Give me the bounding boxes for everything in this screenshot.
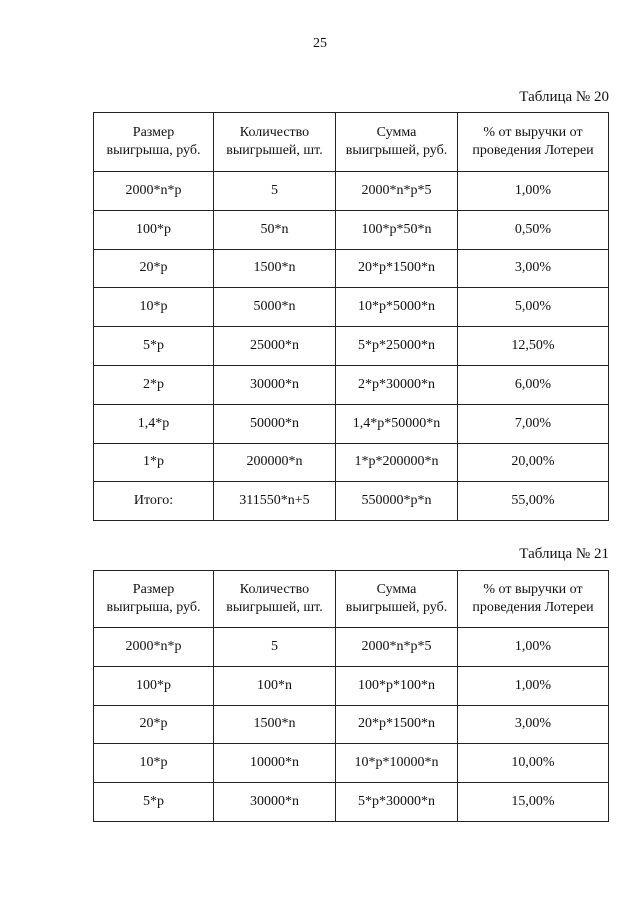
table-cell: 2000*n*p*5 xyxy=(336,628,458,667)
column-header xyxy=(214,113,336,172)
table-cell: 10*p*5000*n xyxy=(336,288,458,327)
table-cell: 5*p*25000*n xyxy=(336,327,458,366)
table-cell: 2000*n*p xyxy=(94,628,214,667)
table-cell: 100*p xyxy=(94,210,214,249)
table-cell: 1500*n xyxy=(214,705,336,744)
table-cell: 1*p xyxy=(94,443,214,482)
table-row xyxy=(94,744,609,783)
table-cell: 100*p*100*n xyxy=(336,666,458,705)
table-cell: 1,00% xyxy=(458,628,609,667)
table-row xyxy=(94,482,609,521)
column-header-line: выигрышей, руб. xyxy=(345,143,448,158)
table-cell: 5000*n xyxy=(214,288,336,327)
table-cell: 5*p xyxy=(94,783,214,822)
column-header xyxy=(458,113,609,172)
table-cell: 5*p xyxy=(94,327,214,366)
table-cell: 5,00% xyxy=(458,288,609,327)
table-cell: 5 xyxy=(214,172,336,211)
table-header-row xyxy=(94,571,609,628)
table-row xyxy=(94,404,609,443)
table-cell: 100*p xyxy=(94,666,214,705)
table-cell: 550000*p*n xyxy=(336,482,458,521)
column-header xyxy=(214,571,336,628)
table-cell: 100*p*50*n xyxy=(336,210,458,249)
table-cell: 50*n xyxy=(214,210,336,249)
table-cell: 25000*n xyxy=(214,327,336,366)
table-row xyxy=(94,288,609,327)
table-cell: 15,00% xyxy=(458,783,609,822)
column-header-line: Сумма xyxy=(376,125,417,140)
table-row xyxy=(94,249,609,288)
column-header-line: Сумма xyxy=(376,582,417,597)
table-cell: 1500*n xyxy=(214,249,336,288)
table-cell: 3,00% xyxy=(458,705,609,744)
table-row xyxy=(94,172,609,211)
table-cell: 5*p*30000*n xyxy=(336,783,458,822)
table-row xyxy=(94,783,609,822)
column-header-line: выигрыша, руб. xyxy=(106,143,201,158)
table-cell: 3,00% xyxy=(458,249,609,288)
table-20-caption: Таблица № 20 xyxy=(519,89,609,105)
table-cell: 10*p xyxy=(94,744,214,783)
table-cell: 5 xyxy=(214,628,336,667)
column-header-line: Размер xyxy=(132,125,175,140)
table-cell: 20*p xyxy=(94,705,214,744)
table-cell: 1,4*p*50000*n xyxy=(336,404,458,443)
table-row xyxy=(94,628,609,667)
table-cell: 10*p xyxy=(94,288,214,327)
table-cell: 2*p*30000*n xyxy=(336,365,458,404)
table-21-caption: Таблица № 21 xyxy=(519,546,609,562)
table-cell: 20*p xyxy=(94,249,214,288)
table-cell: 100*n xyxy=(214,666,336,705)
table-cell: 1,00% xyxy=(458,666,609,705)
table-cell: 10,00% xyxy=(458,744,609,783)
table-cell: 20,00% xyxy=(458,443,609,482)
column-header-line: выигрышей, руб. xyxy=(345,600,448,615)
table-cell: 6,00% xyxy=(458,365,609,404)
table-20 xyxy=(93,112,609,521)
column-header-line: Размер xyxy=(132,582,175,597)
table-cell: 20*p*1500*n xyxy=(336,249,458,288)
table-cell: 0,50% xyxy=(458,210,609,249)
table-row xyxy=(94,327,609,366)
table-cell: 2000*n*p*5 xyxy=(336,172,458,211)
table-cell: 7,00% xyxy=(458,404,609,443)
column-header xyxy=(336,113,458,172)
table-cell: 2000*n*p xyxy=(94,172,214,211)
table-cell: 50000*n xyxy=(214,404,336,443)
table-cell: 30000*n xyxy=(214,365,336,404)
table-cell: 10000*n xyxy=(214,744,336,783)
table-cell: 1,4*p xyxy=(94,404,214,443)
column-header xyxy=(94,571,214,628)
column-header-line: выигрыша, руб. xyxy=(106,600,201,615)
column-header xyxy=(94,113,214,172)
column-header-line: Количество xyxy=(239,125,310,140)
table-cell: 10*p*10000*n xyxy=(336,744,458,783)
table-row xyxy=(94,666,609,705)
table-row xyxy=(94,210,609,249)
table-cell: 1,00% xyxy=(458,172,609,211)
column-header-line: проведения Лотереи xyxy=(472,143,594,158)
column-header xyxy=(336,571,458,628)
table-cell: 20*p*1500*n xyxy=(336,705,458,744)
column-header-line: % от выручки от xyxy=(483,582,583,597)
table-cell: 30000*n xyxy=(214,783,336,822)
table-row xyxy=(94,365,609,404)
column-header-line: выигрышей, шт. xyxy=(226,143,323,158)
column-header xyxy=(458,571,609,628)
column-header-line: выигрышей, шт. xyxy=(226,600,323,615)
table-header-row xyxy=(94,113,609,172)
table-cell: Итого: xyxy=(94,482,214,521)
table-cell: 200000*n xyxy=(214,443,336,482)
table-cell: 12,50% xyxy=(458,327,609,366)
table-cell: 311550*n+5 xyxy=(214,482,336,521)
table-cell: 1*p*200000*n xyxy=(336,443,458,482)
page-number: 25 xyxy=(313,36,327,51)
table-21 xyxy=(93,570,609,822)
column-header-line: % от выручки от xyxy=(483,125,583,140)
table-cell: 55,00% xyxy=(458,482,609,521)
column-header-line: Количество xyxy=(239,582,310,597)
table-row xyxy=(94,443,609,482)
table-row xyxy=(94,705,609,744)
column-header-line: проведения Лотереи xyxy=(472,600,594,615)
table-cell: 2*p xyxy=(94,365,214,404)
